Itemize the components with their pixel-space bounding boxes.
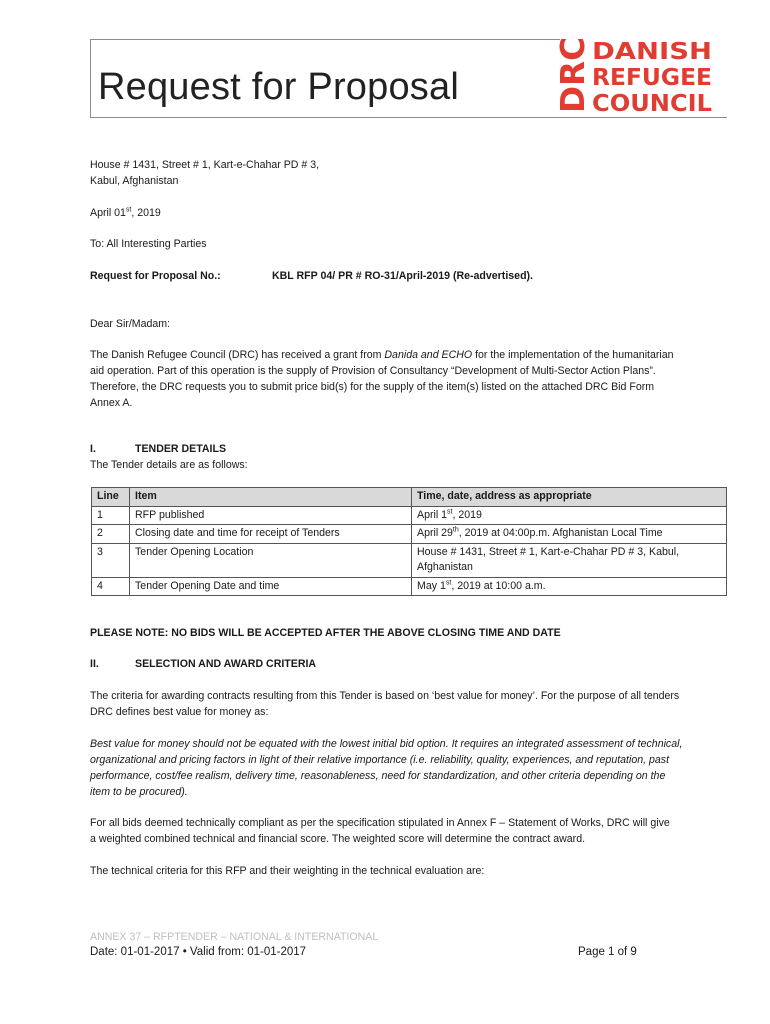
logo-line-danish: DANISH (592, 39, 712, 65)
cell-line: 4 (92, 577, 130, 596)
header-border-top (90, 39, 560, 40)
address-line-2: Kabul, Afghanistan (90, 175, 179, 187)
closing-note: PLEASE NOTE: NO BIDS WILL BE ACCEPTED AFTER THE ABOVE CLOSING TIME AND DATE (90, 627, 561, 639)
table-row (92, 506, 727, 525)
date-prefix: April 01 (90, 207, 126, 219)
footer-page-number: Page 1 of 9 (578, 946, 637, 958)
rfp-number-label: Request for Proposal No.: (90, 270, 221, 282)
intro-donors: Danida and ECHO (384, 349, 473, 361)
tender-details-table (91, 487, 727, 596)
criteria-line-2: DRC defines best value for money as: (90, 706, 269, 718)
compliant-line-1: For all bids deemed technically compliant as per the specification stipulated in Annex F – Statement of Works, DRC will give (90, 817, 670, 829)
intro-line-3: Therefore, the DRC requests you to submit price bid(s) for the supply of the item(s) listed on the attached DRC Bid Form (90, 381, 655, 393)
footer-date: Date: 01-01-2017 • Valid from: 01-01-2017 (90, 946, 307, 958)
intro-line-1 (90, 347, 674, 364)
table-header-row (92, 488, 727, 507)
section-2-number: II. (90, 658, 99, 670)
cell-time (412, 506, 727, 525)
best-value-line-2: organizational and pricing factors in light of their relative importance (i.e. reliability, quality, experiences, and reputation, past (90, 754, 670, 766)
technical-criteria-intro: The technical criteria for this RFP and their weighting in the technical evaluation are: (90, 865, 485, 877)
table-row (92, 543, 727, 577)
section-2-heading: SELECTION AND AWARD CRITERIA (135, 658, 317, 670)
cell-item: Closing date and time for receipt of Tenders (130, 525, 412, 544)
logo-mark-drc: DRC (553, 35, 592, 113)
letter-date (90, 205, 161, 222)
date-suffix: , 2019 (131, 207, 161, 219)
cell-time-text: April 1 (417, 508, 448, 521)
date-sup: st (125, 206, 132, 214)
col-header-line: Line (92, 488, 130, 507)
logo-line-refugee: REFUGEE (592, 65, 712, 91)
drc-logo (553, 35, 728, 115)
compliant-line-2: a weighted combined technical and financial score. The weighted score will determine the contract award. (90, 833, 586, 845)
best-value-line-3: performance, cost/fee realism, delivery time, reasonableness, need for standardization, and other criteria depending on the (90, 770, 666, 782)
cell-time-text: , 2019 (452, 508, 482, 521)
cell-item: Tender Opening Date and time (130, 577, 412, 596)
cell-time-sup: th (452, 526, 459, 534)
cell-item: RFP published (130, 506, 412, 525)
cell-time-text: , 2019 at 10:00 a.m. (451, 579, 546, 592)
cell-time-text: House # 1431, Street # 1, Kart-e-Chahar PD # 3, Kabul, (417, 545, 680, 558)
intro-text-a: The Danish Refugee Council (DRC) has received a grant from (90, 349, 385, 361)
intro-text-c: for the implementation of the humanitarian (472, 349, 674, 361)
cell-time-text: , 2019 at 04:00p.m. Afghanistan Local Time (458, 527, 663, 539)
section-1-number: I. (90, 443, 96, 455)
cell-time-sup: st (447, 507, 453, 515)
rfp-number-value: KBL RFP 04/ PR # RO-31/April-2019 (Re-advertised). (272, 270, 534, 282)
cell-time (412, 525, 727, 544)
criteria-line-1: The criteria for awarding contracts resulting from this Tender is based on ‘best value for money’. For the purpose of all tenders (90, 690, 680, 702)
best-value-line-4: item to be procured). (90, 786, 188, 798)
cell-time-text-2: Afghanistan (417, 561, 473, 573)
cell-item: Tender Opening Location (130, 543, 412, 577)
recipient-line: To: All Interesting Parties (90, 238, 207, 250)
cell-line: 1 (92, 506, 130, 525)
cell-time-text: April 29 (417, 527, 453, 539)
intro-line-2: aid operation. Part of this operation is the supply of Provision of Consultancy “Development of Multi-Sector Action Plans”. (90, 365, 656, 377)
header-border-left (90, 39, 91, 118)
section-1-heading: TENDER DETAILS (135, 443, 227, 455)
cell-time-text: May 1 (417, 579, 446, 592)
best-value-line-1: Best value for money should not be equated with the lowest initial bid option. It requires an integrated assessment of technical, (90, 738, 683, 750)
footer-annex: ANNEX 37 – RFPTENDER – NATIONAL & INTERNATIONAL (90, 931, 379, 943)
col-header-time: Time, date, address as appropriate (412, 488, 727, 507)
cell-line: 2 (92, 525, 130, 544)
cell-line: 3 (92, 543, 130, 577)
logo-line-council: COUNCIL (592, 91, 713, 115)
header-border-bottom (90, 117, 727, 118)
table-row (92, 577, 727, 596)
intro-line-4: Annex A. (90, 397, 133, 409)
cell-time (412, 577, 727, 596)
salutation: Dear Sir/Madam: (90, 318, 171, 330)
cell-time-sup: st (445, 578, 452, 586)
cell-time (412, 543, 727, 577)
page-title: Request for Proposal (98, 66, 459, 108)
address-line-1: House # 1431, Street # 1, Kart-e-Chahar PD # 3, (90, 159, 320, 171)
section-1-intro: The Tender details are as follows: (90, 459, 248, 471)
col-header-item: Item (130, 488, 412, 507)
table-row (92, 525, 727, 544)
